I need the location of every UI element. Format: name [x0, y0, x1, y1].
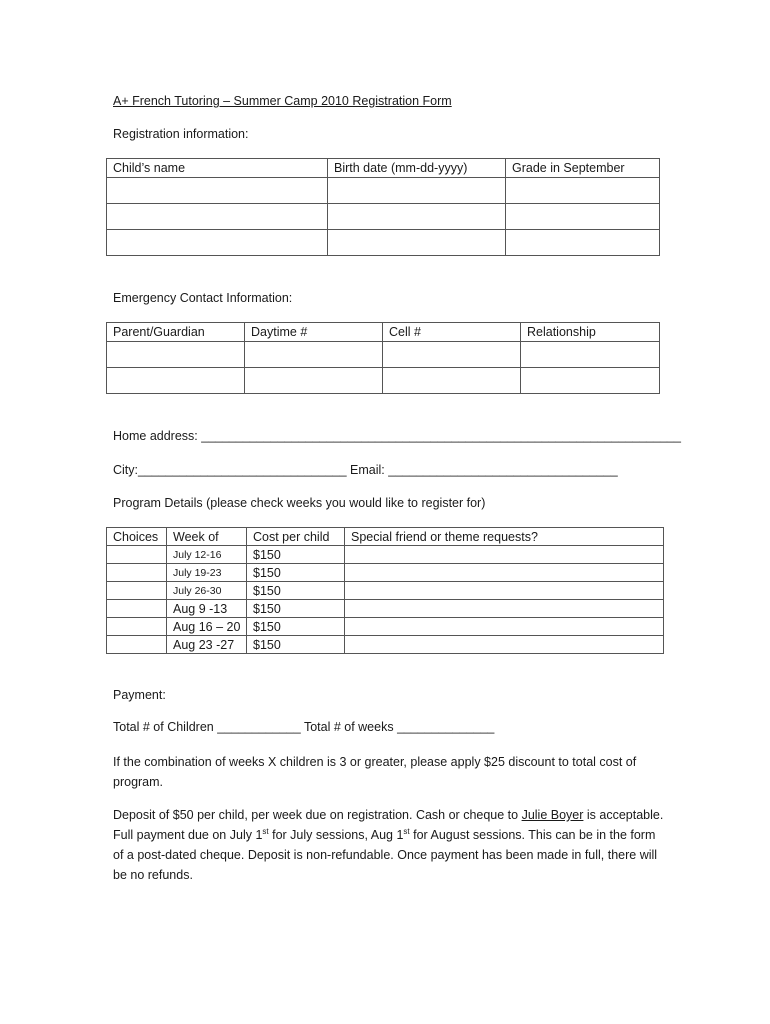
city-label: City:: [113, 463, 138, 477]
childs-name-field[interactable]: [107, 204, 328, 230]
program-heading: Program Details (please check weeks you would like to register for): [113, 496, 486, 510]
week-cell: Aug 16 – 20: [167, 618, 247, 636]
cost-cell: $150: [247, 546, 345, 564]
grade-field[interactable]: [506, 204, 660, 230]
ordinal-suffix: st: [262, 827, 269, 836]
cost-cell: $150: [247, 618, 345, 636]
table-row: [107, 230, 660, 256]
requests-field[interactable]: [345, 618, 664, 636]
column-header-parent-guardian: Parent/Guardian: [107, 323, 245, 342]
discount-paragraph: If the combination of weeks X children is 3 or greater, please apply $25 discount to total cost of program.: [113, 755, 637, 789]
cost-cell: $150: [247, 636, 345, 654]
cost-cell: $150: [247, 564, 345, 582]
choice-checkbox[interactable]: [107, 546, 167, 564]
deposit-text: for July sessions, Aug 1: [268, 828, 404, 842]
deposit-text: Deposit of $50 per child, per week due on registration. Cash or cheque to: [113, 808, 522, 822]
total-children-field[interactable]: ____________: [217, 720, 301, 734]
requests-field[interactable]: [345, 600, 664, 618]
cell-phone-field[interactable]: [383, 368, 521, 394]
requests-field[interactable]: [345, 582, 664, 600]
city-field[interactable]: ______________________________: [138, 463, 347, 477]
table-row: [107, 618, 664, 636]
relationship-field[interactable]: [521, 368, 660, 394]
email-field[interactable]: _________________________________: [388, 463, 618, 477]
emergency-table: [106, 322, 660, 394]
city-email-line: [113, 463, 618, 477]
column-header-grade: Grade in September: [506, 159, 660, 178]
table-row: [107, 636, 664, 654]
table-row: [107, 204, 660, 230]
total-weeks-field[interactable]: ______________: [397, 720, 495, 734]
program-table: [106, 527, 664, 654]
table-row: [107, 342, 660, 368]
cell-phone-field[interactable]: [383, 342, 521, 368]
deposit-text: is acceptable. Full payment due on July 1: [113, 808, 664, 842]
week-cell: July 12-16: [167, 546, 247, 564]
cost-cell: $150: [247, 600, 345, 618]
week-cell: Aug 23 -27: [167, 636, 247, 654]
table-row: [107, 546, 664, 564]
email-label: Email:: [350, 463, 385, 477]
column-header-week-of: Week of: [167, 528, 247, 546]
ordinal-suffix: st: [403, 827, 410, 836]
emergency-heading: Emergency Contact Information:: [113, 291, 293, 305]
registration-table: [106, 158, 660, 256]
requests-field[interactable]: [345, 564, 664, 582]
column-header-childs-name: Child’s name: [107, 159, 328, 178]
home-address-field[interactable]: _____________________________________________________________________: [201, 429, 681, 443]
column-header-cell: Cell #: [383, 323, 521, 342]
registration-heading: Registration information:: [113, 127, 249, 141]
column-header-cost: Cost per child: [247, 528, 345, 546]
parent-guardian-field[interactable]: [107, 368, 245, 394]
column-header-choices: Choices: [107, 528, 167, 546]
choice-checkbox[interactable]: [107, 582, 167, 600]
table-row: [107, 564, 664, 582]
week-cell: July 26-30: [167, 582, 247, 600]
deposit-text: for August sessions. This can be in the form of a post-dated cheque. Deposit is non-refundable. Once payment has been made in full, there will be no refunds.: [113, 828, 658, 882]
grade-field[interactable]: [506, 230, 660, 256]
daytime-phone-field[interactable]: [245, 368, 383, 394]
totals-line: [113, 720, 494, 734]
childs-name-field[interactable]: [107, 230, 328, 256]
total-children-label: Total # of Children: [113, 720, 214, 734]
table-row: [107, 600, 664, 618]
choice-checkbox[interactable]: [107, 636, 167, 654]
week-cell: July 19-23: [167, 564, 247, 582]
total-weeks-label: Total # of weeks: [303, 720, 394, 734]
requests-field[interactable]: [345, 546, 664, 564]
payment-heading: Payment:: [113, 688, 166, 702]
column-header-birth-date: Birth date (mm-dd-yyyy): [328, 159, 506, 178]
daytime-phone-field[interactable]: [245, 342, 383, 368]
grade-field[interactable]: [506, 178, 660, 204]
table-row: [107, 368, 660, 394]
week-cell: Aug 9 -13: [167, 600, 247, 618]
table-row: [107, 582, 664, 600]
cost-cell: $150: [247, 582, 345, 600]
birth-date-field[interactable]: [328, 178, 506, 204]
home-address-label: Home address:: [113, 429, 198, 443]
form-title: A+ French Tutoring – Summer Camp 2010 Registration Form: [113, 94, 452, 108]
parent-guardian-field[interactable]: [107, 342, 245, 368]
deposit-paragraph: [113, 805, 668, 885]
choice-checkbox[interactable]: [107, 564, 167, 582]
birth-date-field[interactable]: [328, 230, 506, 256]
choice-checkbox[interactable]: [107, 618, 167, 636]
column-header-daytime: Daytime #: [245, 323, 383, 342]
childs-name-field[interactable]: [107, 178, 328, 204]
choice-checkbox[interactable]: [107, 600, 167, 618]
birth-date-field[interactable]: [328, 204, 506, 230]
requests-field[interactable]: [345, 636, 664, 654]
column-header-relationship: Relationship: [521, 323, 660, 342]
relationship-field[interactable]: [521, 342, 660, 368]
table-row: [107, 178, 660, 204]
column-header-requests: Special friend or theme requests?: [345, 528, 664, 546]
home-address-line: [113, 429, 681, 443]
payee-name: Julie Boyer: [521, 808, 584, 822]
